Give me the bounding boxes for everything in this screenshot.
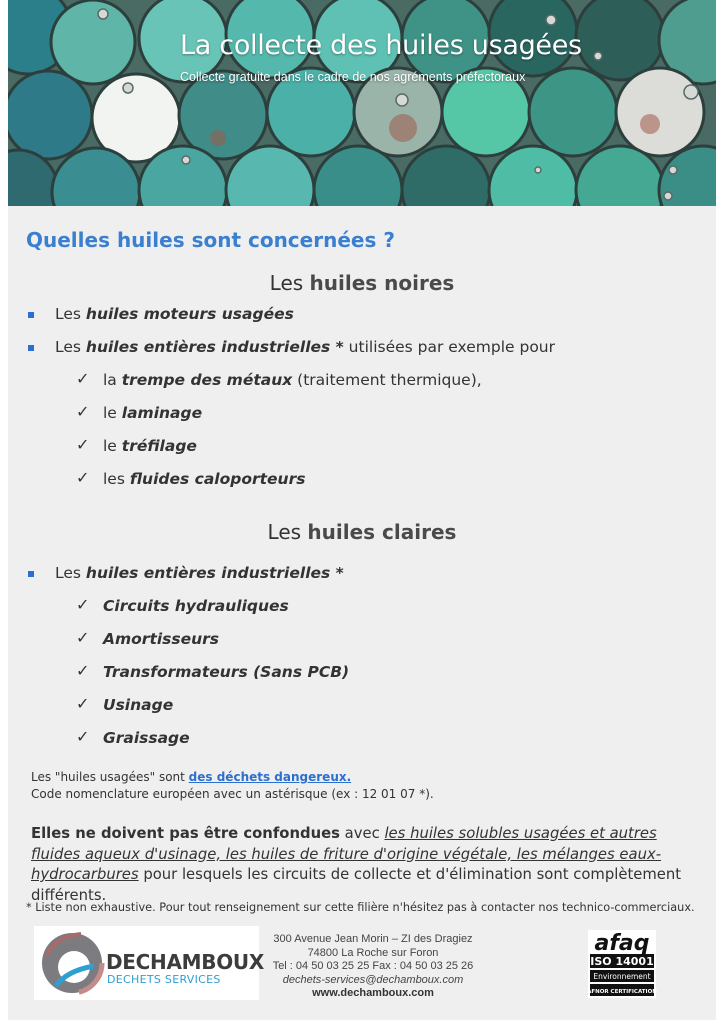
company-address (263, 933, 483, 1001)
warning-paragraph (31, 824, 699, 906)
checkmark-icon: ✓ (76, 595, 90, 614)
dangerous-waste-link[interactable]: des déchets dangereux. (188, 770, 352, 784)
afaq-logo-icon (584, 928, 660, 1000)
item-text: le (103, 404, 122, 422)
checkmark-icon: ✓ (76, 628, 90, 647)
checkmark-icon: ✓ (76, 661, 90, 680)
item-emphasis: Amortisseurs (103, 630, 220, 648)
address-line-2: 74800 La Roche sur Foron (307, 946, 439, 959)
check-item (103, 470, 305, 488)
item-emphasis: Transformateurs (Sans PCB) (103, 663, 350, 681)
note-line-1 (31, 770, 351, 784)
company-logo (34, 926, 264, 1000)
square-bullet-icon (28, 571, 34, 577)
heading-huiles-noires (8, 271, 716, 295)
afaq-certification-badge (584, 928, 660, 1000)
paragraph-text-end: pour lesquels les circuits de collecte et d'élimination sont complètement différents. (31, 866, 682, 904)
item-text-after: utilisées par exemple pour (343, 338, 556, 356)
banner (8, 0, 716, 206)
paragraph-text: avec (339, 825, 385, 842)
afaq-standard: ISO 14001 (590, 955, 654, 968)
checkmark-icon: ✓ (76, 727, 90, 746)
paragraph-underlined: les huiles solubles usagées et autres fluides aqueux d'usinage, les huiles de friture d'origine végétale, les mélanges eaux-hydrocarbures (31, 825, 662, 883)
document-page (8, 0, 716, 1020)
website-link[interactable]: www.dechamboux.com (312, 987, 434, 999)
item-emphasis: huiles moteurs usagées (85, 305, 294, 323)
item-emphasis: Circuits hydrauliques (103, 597, 289, 615)
item-text-after: (traitement thermique), (292, 371, 482, 389)
item-text: la (103, 371, 122, 389)
afaq-issuer: AFNOR CERTIFICATION (587, 989, 657, 995)
banner-title: La collecte des huiles usagées (180, 30, 582, 61)
check-item (103, 729, 190, 747)
checkmark-icon: ✓ (76, 369, 90, 388)
check-item (103, 696, 173, 714)
check-item (103, 404, 202, 422)
afaq-brand: afaq (594, 931, 650, 956)
item-emphasis: huiles entières industrielles * (85, 564, 344, 582)
check-item (103, 597, 289, 615)
square-bullet-icon (28, 312, 34, 318)
check-item (103, 371, 482, 389)
footnote: * Liste non exhaustive. Pour tout renseignement sur cette filière n'hésitez pas à contacter nos technico-commerciaux. (26, 901, 695, 914)
email-link[interactable]: dechets-services@dechamboux.com (282, 973, 464, 986)
afaq-category: Environnement (593, 972, 651, 981)
square-bullet-icon (28, 345, 34, 351)
check-item (103, 630, 219, 648)
item-emphasis: Graissage (103, 729, 190, 747)
item-text: Les (55, 305, 86, 323)
list-item (55, 564, 344, 582)
item-emphasis: tréfilage (121, 437, 197, 455)
check-item (103, 663, 349, 681)
item-emphasis: fluides caloporteurs (129, 470, 306, 488)
item-emphasis: trempe des métaux (121, 371, 293, 389)
address-line-1: 300 Avenue Jean Morin – ZI des Dragiez (273, 933, 473, 945)
heading-prefix: Les (267, 520, 308, 544)
item-text: le (103, 437, 122, 455)
question-heading: Quelles huiles sont concernées ? (26, 228, 395, 252)
item-emphasis: Usinage (103, 696, 174, 714)
heading-strong: huiles noires (309, 271, 455, 295)
company-name: DECHAMBOUX (106, 950, 264, 974)
paragraph-strong: Elles ne doivent pas être confondues (31, 825, 340, 842)
company-tagline: DECHETS SERVICES (107, 973, 221, 986)
note-text: Les "huiles usagées" sont (31, 770, 189, 784)
checkmark-icon: ✓ (76, 402, 90, 421)
heading-strong: huiles claires (307, 520, 457, 544)
list-item (55, 305, 294, 323)
heading-prefix: Les (269, 271, 310, 295)
banner-subtitle: Collecte gratuite dans le cadre de nos agréments préfectoraux (180, 70, 526, 84)
company-logo-mark-icon (36, 926, 106, 1000)
check-item (103, 437, 197, 455)
checkmark-icon: ✓ (76, 435, 90, 454)
checkmark-icon: ✓ (76, 468, 90, 487)
checkmark-icon: ✓ (76, 694, 90, 713)
item-emphasis: laminage (121, 404, 203, 422)
note-line-2: Code nomenclature européen avec un astérisque (ex : 12 01 07 *). (31, 787, 434, 801)
list-item (55, 338, 555, 356)
item-text: Les (55, 338, 86, 356)
item-emphasis: huiles entières industrielles * (85, 338, 344, 356)
heading-huiles-claires (8, 520, 716, 544)
item-text: les (103, 470, 130, 488)
item-text: Les (55, 564, 86, 582)
phone-fax: Tel : 04 50 03 25 25 Fax : 04 50 03 25 26 (272, 960, 474, 972)
